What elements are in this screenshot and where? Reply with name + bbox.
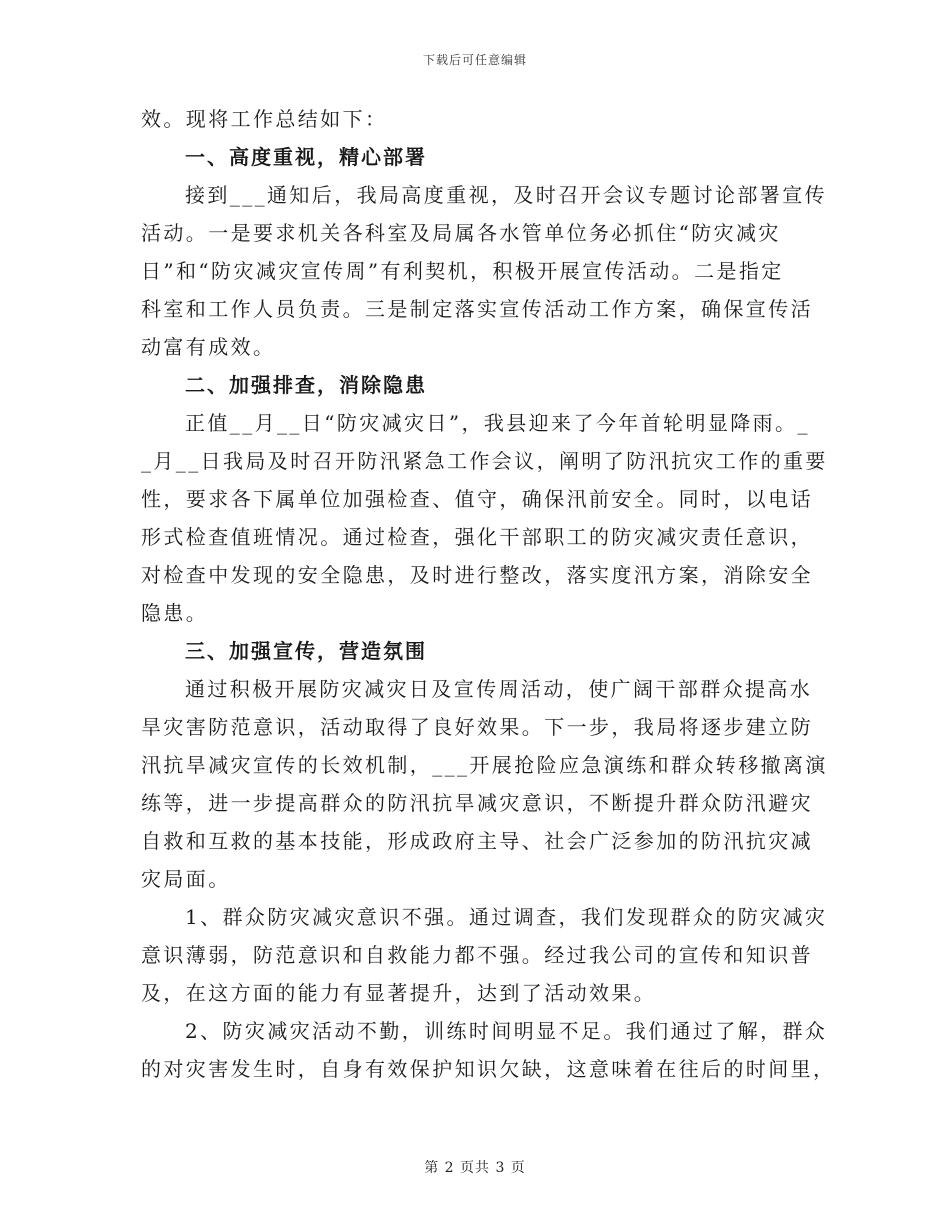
text-line: 对检查中发现的安全隐患，及时进行整改，落实度汛方案，消除安全 — [141, 563, 813, 587]
text-line: 灾局面。 — [141, 867, 231, 891]
page-footer: 第 2 页共 3 页 — [424, 1160, 526, 1176]
text-line: 2、防灾减灾活动不勤，训练时间明显不足。我们通过了解，群众 — [185, 1019, 828, 1043]
text-line: 练等，进一步提高群众的防汛抗旱减灾意识，不断提升群众防汛避灾 — [141, 791, 813, 815]
text-line: 接到___通知后，我局高度重视，及时召开会议专题讨论部署宣传 — [185, 183, 827, 207]
text-line: 汛抗旱减灾宣传的长效机制，___开展抢险应急演练和群众转移撤离演 — [141, 753, 828, 777]
text-line: 及，在这方面的能力有显著提升，达到了活动效果。 — [141, 981, 657, 1005]
text-line: 通过积极开展防灾减灾日及宣传周活动，使广阔干部群众提高水 — [185, 677, 813, 701]
page-header-note: 下载后可任意编辑 — [422, 53, 527, 67]
text-line: 科室和工作人员负责。三是制定落实宣传活动工作方案，确保宣传活 — [141, 297, 813, 321]
text-line: 活动。一是要求机关各科室及局属各水管单位务必抓住“防灾减灾 — [141, 221, 781, 245]
text-line: 意识薄弱，防范意识和自救能力都不强。经过我公司的宣传和知识普 — [141, 943, 813, 967]
document-body — [141, 100, 836, 1088]
text-line: 旱灾害防范意识，活动取得了良好效果。下一步，我局将逐步建立防 — [141, 715, 813, 739]
text-line: _月__日我局及时召开防汛紧急工作会议，阐明了防汛抗灾工作的重要 — [141, 449, 828, 473]
text-line: 效。现将工作总结如下： — [141, 107, 388, 131]
text-line: 隐患。 — [141, 601, 209, 625]
text-line: 日”和“防灾减灾宣传周”有利契机，积极开展宣传活动。二是指定 — [141, 259, 784, 283]
text-line: 自救和互救的基本技能，形成政府主导、社会广泛参加的防汛抗灾减 — [141, 829, 813, 853]
text-line: 性，要求各下属单位加强检查、值守，确保汛前安全。同时，以电话 — [141, 487, 813, 511]
section-heading: 三、加强宣传，营造氛围 — [185, 639, 427, 663]
text-line: 动富有成效。 — [141, 335, 276, 359]
text-line: 正值__月__日“防灾减灾日”，我县迎来了今年首轮明显降雨。_ — [185, 411, 810, 435]
text-line: 1、群众防灾减灾意识不强。通过调查，我们发现群众的防灾减灾 — [185, 905, 828, 929]
text-line: 的对灾害发生时，自身有效保护知识欠缺，这意味着在往后的时间里， — [141, 1057, 836, 1081]
section-heading: 一、高度重视，精心部署 — [185, 145, 427, 169]
text-line: 形式检查值班情况。通过检查，强化干部职工的防灾减灾责任意识， — [141, 525, 813, 549]
section-heading: 二、加强排查，消除隐患 — [185, 373, 427, 397]
